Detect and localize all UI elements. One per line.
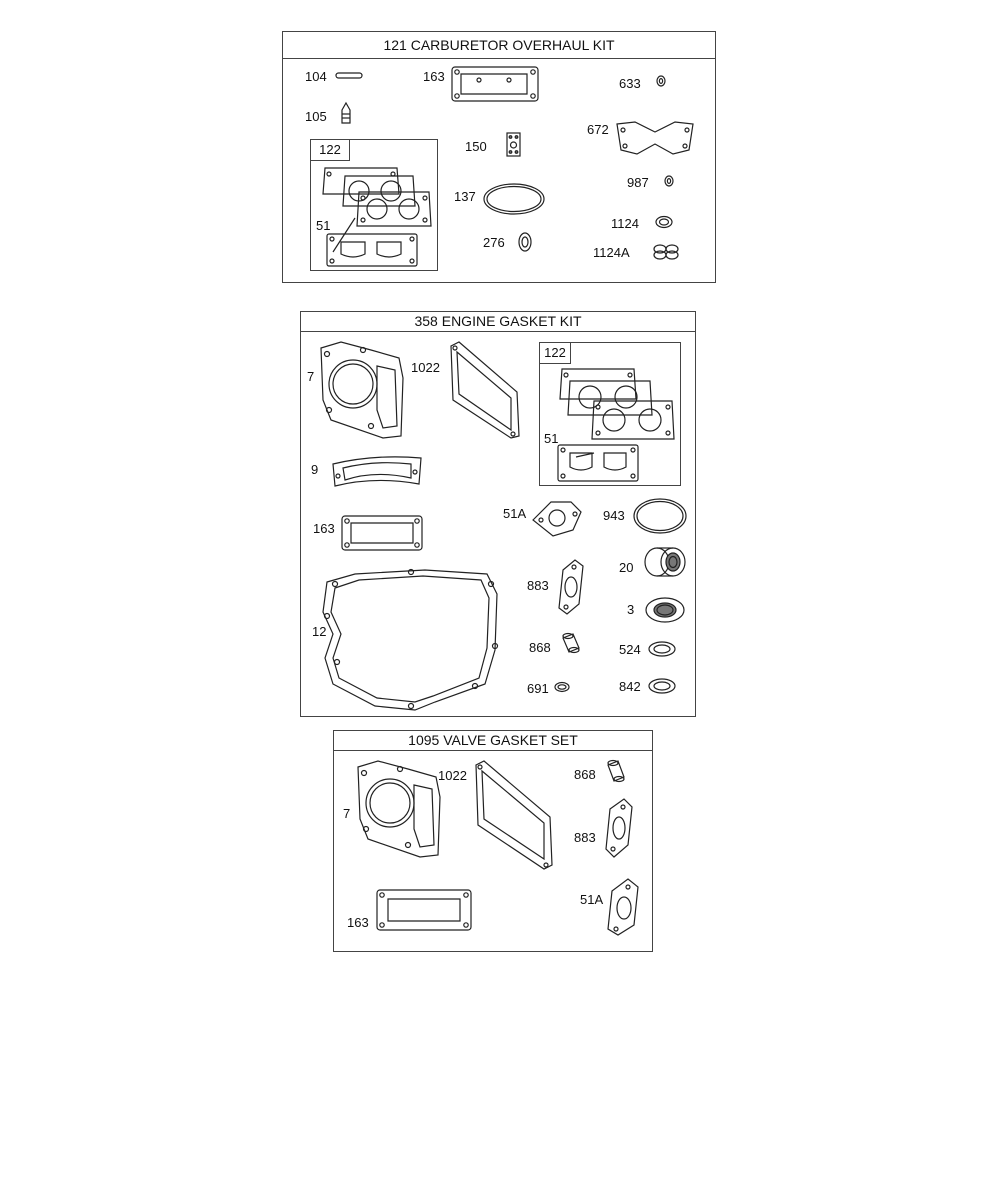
part-label: 137 <box>454 189 476 204</box>
part-label: 1124 <box>611 216 639 231</box>
part-label: 1124A <box>593 245 630 260</box>
valve-cover-gasket-drawing <box>474 759 554 871</box>
part-label: 3 <box>627 602 635 617</box>
part-label: 51 <box>544 431 559 446</box>
part-label: 524 <box>619 642 641 657</box>
exhaust-gasket-drawing <box>557 558 585 616</box>
seal-drawing <box>645 596 687 624</box>
pin-drawing <box>335 72 365 80</box>
rocker-cover-gasket-drawing <box>451 66 541 104</box>
washer-drawing <box>553 681 571 693</box>
kit-title: 121 CARBURETOR OVERHAUL KIT <box>283 32 715 59</box>
valve-stem-seal-drawing <box>604 759 628 785</box>
subkit-label: 122 <box>540 343 571 364</box>
part-label: 150 <box>465 139 487 154</box>
part-label: 1022 <box>411 360 440 375</box>
part-label: 20 <box>619 560 634 575</box>
breather-gasket-drawing <box>329 452 425 494</box>
kit-title: 358 ENGINE GASKET KIT <box>301 312 695 332</box>
o-ring-drawing <box>483 182 547 218</box>
exhaust-gasket-drawing <box>604 797 634 859</box>
heat-shield-gasket-drawing <box>613 120 697 156</box>
part-label: 672 <box>587 122 609 137</box>
cylinder-head-gasket-drawing <box>354 759 444 859</box>
part-label: 691 <box>527 681 549 696</box>
part-label: 883 <box>574 830 596 845</box>
washer-drawing <box>647 677 677 695</box>
seal-drawing <box>517 231 533 253</box>
part-label: 163 <box>423 69 445 84</box>
oil-seal-drawing <box>643 546 689 580</box>
part-label: 163 <box>313 521 335 536</box>
kit-title: 1095 VALVE GASKET SET <box>334 731 652 751</box>
o-ring-drawing <box>633 498 689 536</box>
part-label: 12 <box>312 624 327 639</box>
part-label: 51A <box>503 506 527 521</box>
intake-gasket-drawing <box>531 498 583 538</box>
part-label: 9 <box>311 462 319 477</box>
part-label: 7 <box>307 369 315 384</box>
part-label: 868 <box>574 767 596 782</box>
washer-drawing <box>655 74 667 88</box>
subkit-box <box>539 342 681 486</box>
part-label: 51 <box>316 218 331 233</box>
washer-drawing <box>663 174 675 188</box>
washer-drawing <box>647 640 677 658</box>
engine-gasket-kit <box>300 311 696 717</box>
carburetor-overhaul-kit <box>282 31 716 283</box>
carburetor-gasket-set-drawing <box>550 365 678 483</box>
seal-pair-drawing <box>652 243 680 261</box>
part-label: 51A <box>580 892 604 907</box>
part-label: 842 <box>619 679 641 694</box>
part-label: 868 <box>529 640 551 655</box>
crankcase-gasket-drawing <box>315 564 501 714</box>
part-label: 104 <box>305 69 327 84</box>
valve-cover-gasket-drawing <box>449 340 521 440</box>
subkit-box <box>310 139 438 271</box>
seal-ring-drawing <box>655 215 675 229</box>
part-label: 276 <box>483 235 505 250</box>
carburetor-gasket-set-drawing <box>319 164 435 268</box>
part-label: 633 <box>619 76 641 91</box>
plate-gasket-drawing <box>506 132 522 158</box>
part-label: 987 <box>627 175 649 190</box>
part-label: 883 <box>527 578 549 593</box>
valve-stem-seal-drawing <box>559 632 581 656</box>
part-label: 163 <box>347 915 369 930</box>
valve-gasket-set <box>333 730 653 952</box>
rocker-cover-gasket-drawing <box>376 889 474 933</box>
part-label: 105 <box>305 109 327 124</box>
needle-valve-drawing <box>339 102 353 126</box>
rocker-cover-gasket-drawing <box>341 515 425 553</box>
subkit-label: 122 <box>311 140 350 161</box>
part-label: 7 <box>343 806 351 821</box>
part-label: 1022 <box>438 768 467 783</box>
cylinder-head-gasket-drawing <box>317 340 407 440</box>
intake-gasket-drawing <box>606 877 642 937</box>
part-label: 943 <box>603 508 625 523</box>
